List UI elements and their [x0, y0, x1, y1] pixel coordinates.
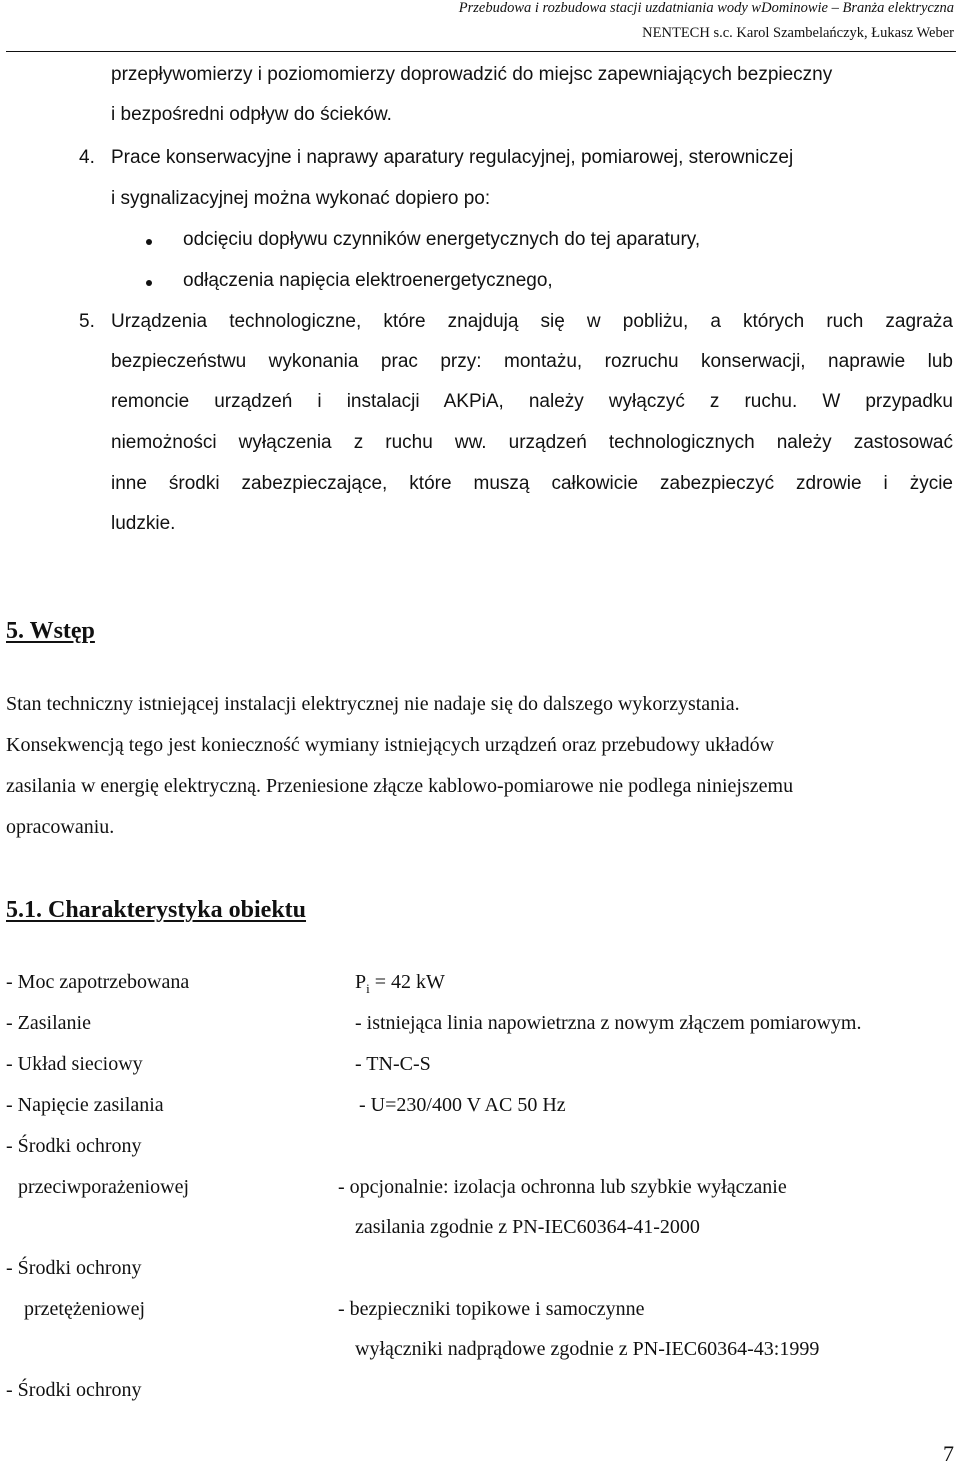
- section-heading: 5. Wstęp: [6, 618, 95, 644]
- intro-line: przepływomierzy i poziomomierzy doprowadzić do miejsc zapewniających bezpieczny: [111, 64, 833, 85]
- spec-value-rest: = 42 kW: [369, 971, 445, 993]
- section-heading: 5.1. Charakterystyka obiektu: [6, 897, 307, 923]
- spec-value-symbol: P: [355, 971, 367, 993]
- spec-label: - Środki ochrony: [6, 1379, 142, 1401]
- list-item-number: 5.: [79, 311, 95, 332]
- spec-value: - opcjonalnie: izolacja ochronna lub szybkie wyłączanie: [338, 1176, 787, 1198]
- spec-value: - bezpieczniki topikowe i samoczynne: [338, 1298, 645, 1320]
- spec-label: - Układ sieciowy: [6, 1053, 143, 1075]
- spec-value: [355, 971, 445, 997]
- list-item-line: Prace konserwacyjne i naprawy aparatury regulacyjnej, pomiarowej, sterowniczej: [111, 147, 794, 168]
- spec-label: - Napięcie zasilania: [6, 1094, 164, 1116]
- spec-label: przeciwporażeniowej: [18, 1176, 190, 1198]
- list-item-line: Urządzenia technologiczne, które znajdują się w pobliżu, a których ruch zagraża: [111, 311, 953, 332]
- list-item-line: inne środki zabezpieczające, które muszą całkowicie zabezpieczyć zdrowie i życie: [111, 473, 953, 494]
- document-header-company: NENTECH s.c. Karol Szambelańczyk, Łukasz Weber: [642, 25, 954, 41]
- intro-line: i bezpośredni odpływ do ścieków.: [111, 104, 392, 125]
- spec-label: - Moc zapotrzebowana: [6, 971, 190, 993]
- bullet-icon: [146, 239, 152, 245]
- page-number: 7: [943, 1441, 954, 1466]
- spec-label: - Zasilanie: [6, 1012, 91, 1034]
- list-item-number: 4.: [79, 147, 95, 168]
- paragraph-line: Stan techniczny istniejącej instalacji elektrycznej nie nadaje się do dalszego wykorzystania.: [6, 693, 740, 715]
- list-item-line: remoncie urządzeń i instalacji AKPiA, należy wyłączyć z ruchu. W przypadku: [111, 391, 953, 412]
- spec-value: - TN-C-S: [355, 1053, 431, 1075]
- spec-value: zasilania zgodnie z PN-IEC60364-41-2000: [355, 1216, 700, 1238]
- bullet-icon: [146, 280, 152, 286]
- spec-value: - istniejąca linia napowietrzna z nowym złączem pomiarowym.: [355, 1012, 862, 1034]
- list-item-line: bezpieczeństwu wykonania prac przy: montażu, rozruchu konserwacji, naprawie lub: [111, 351, 953, 372]
- list-item-line: i sygnalizacyjnej można wykonać dopiero po:: [111, 188, 491, 209]
- list-item-line: niemożności wyłączenia z ruchu ww. urządzeń technologicznych należy zastosować: [111, 432, 953, 453]
- spec-label: - Środki ochrony: [6, 1135, 142, 1157]
- spec-label: przetężeniowej: [24, 1298, 146, 1320]
- bullet-item: odłączenia napięcia elektroenergetycznego,: [183, 270, 553, 291]
- spec-label: - Środki ochrony: [6, 1257, 142, 1279]
- spec-value-subscript: i: [366, 981, 370, 996]
- paragraph-line: opracowaniu.: [6, 816, 115, 838]
- paragraph-line: zasilania w energię elektryczną. Przeniesione złącze kablowo-pomiarowe nie podlega niniejszemu: [6, 775, 794, 797]
- header-divider: [6, 51, 956, 52]
- spec-value: - U=230/400 V AC 50 Hz: [359, 1094, 566, 1116]
- bullet-item: odcięciu dopływu czynników energetycznych do tej aparatury,: [183, 229, 701, 250]
- list-item-line: ludzkie.: [111, 513, 176, 534]
- document-header-title: Przebudowa i rozbudowa stacji uzdatniania wody wDominowie – Branża elektryczna: [458, 0, 954, 16]
- paragraph-line: Konsekwencją tego jest konieczność wymiany istniejących urządzeń oraz przebudowy układów: [6, 734, 775, 756]
- spec-value: wyłączniki nadprądowe zgodnie z PN-IEC60364-43:1999: [355, 1338, 820, 1360]
